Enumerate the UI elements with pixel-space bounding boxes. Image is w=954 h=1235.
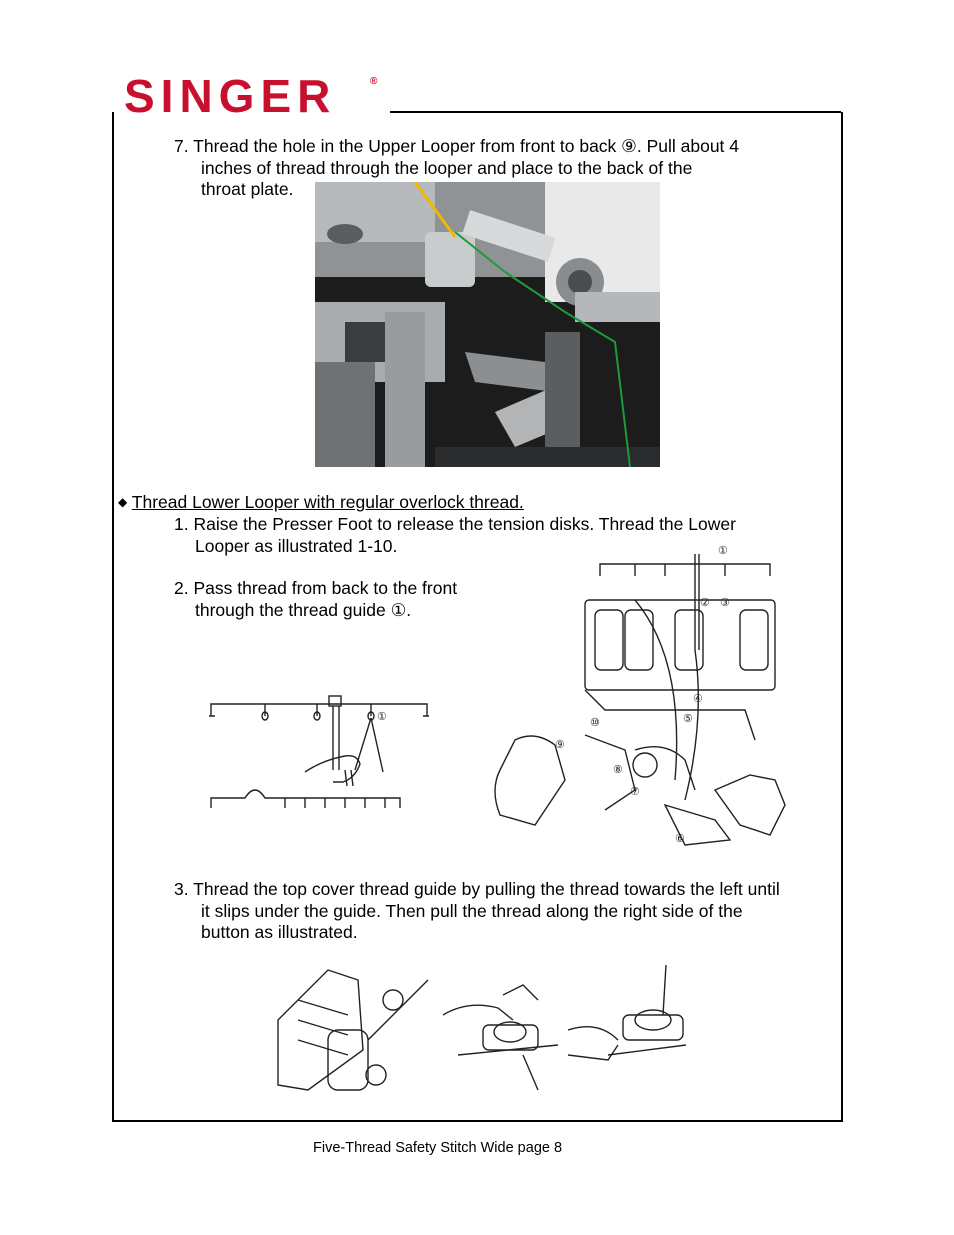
step3-line1: 3. Thread the top cover thread guide by pulling the thread towards the left until (174, 879, 780, 899)
step3-line2: it slips under the guide. Then pull the thread along the right side of the (201, 900, 743, 921)
diagram-label-10: ⑩ (590, 717, 600, 729)
registered-mark: ® (370, 76, 378, 87)
logo-text: SINGER (124, 70, 337, 120)
step2-text (174, 578, 457, 621)
step2-line1: 2. Pass thread from back to the front (174, 578, 458, 598)
step3-text (174, 879, 780, 944)
upper-looper-photo (315, 182, 660, 467)
bullet-icon: ◆ (118, 495, 128, 509)
thread-guide-diagram (205, 690, 430, 815)
step3-line3: button as illustrated. (201, 922, 358, 942)
guide-label: ① (377, 711, 387, 723)
diagram-label-4: ④ (693, 693, 703, 705)
cover-thread-guide-diagram (268, 960, 688, 1095)
section-heading (118, 492, 524, 514)
diagram-label-8: ⑧ (613, 764, 623, 776)
step1-line1: 1. Raise the Presser Foot to release the tension disks. Thread the Lower (174, 514, 736, 534)
diagram-label-5: ⑤ (683, 713, 693, 725)
diagram-label-9: ⑨ (555, 739, 565, 751)
step7-line1: 7. Thread the hole in the Upper Looper from front to back ⑨. Pull about 4 (174, 136, 740, 156)
step7-line2: inches of thread through the looper and place to the back of the (201, 157, 693, 178)
step1-line2: Looper as illustrated 1-10. (195, 535, 398, 556)
step7-line3: throat plate. (201, 179, 294, 199)
section-heading-text: Thread Lower Looper with regular overlock thread. (131, 492, 524, 512)
lower-looper-threading-diagram (485, 540, 795, 860)
diagram-label-7: ⑦ (630, 786, 640, 798)
diagram-label-1: ① (718, 545, 728, 557)
step2-line2: through the thread guide ①. (195, 599, 412, 620)
diagram-label-2: ② (700, 597, 710, 609)
diagram-label-3: ③ (720, 597, 730, 609)
diagram-label-6: ⑥ (675, 833, 685, 845)
page-footer: Five-Thread Safety Stitch Wide page 8 (313, 1140, 563, 1156)
